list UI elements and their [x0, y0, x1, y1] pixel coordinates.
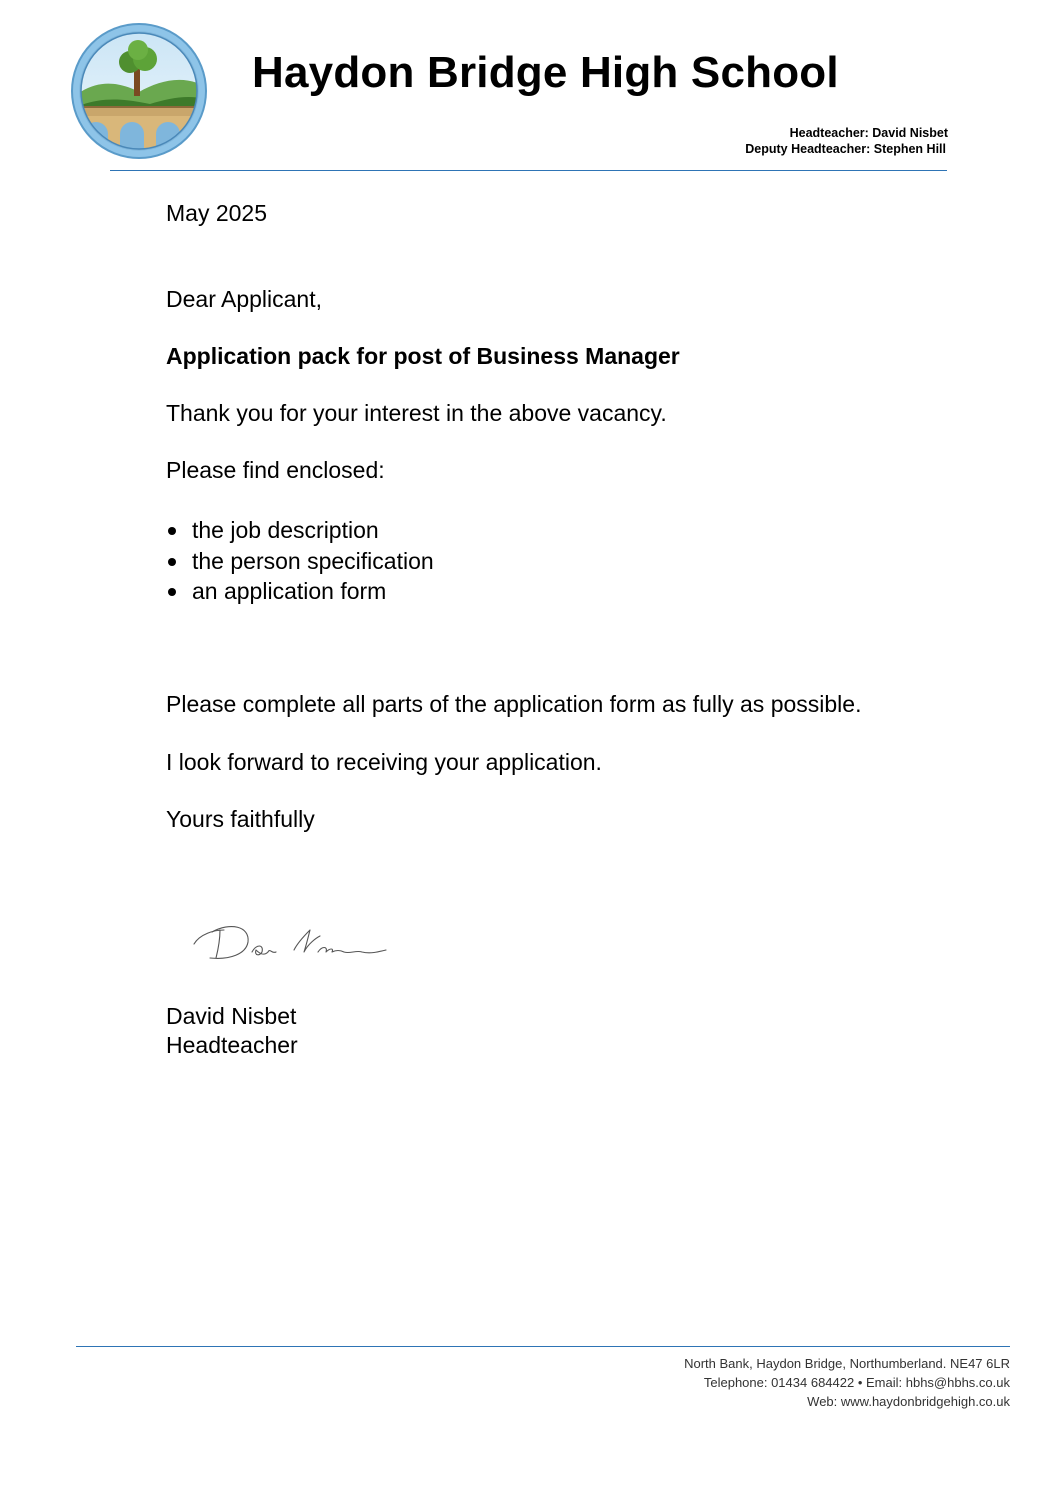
paragraph-enclosed: Please find enclosed: — [166, 457, 385, 483]
letter-subject: Application pack for post of Business Manager — [166, 343, 680, 369]
bullet-icon — [168, 588, 176, 596]
list-item — [166, 576, 434, 607]
closing: Yours faithfully — [166, 806, 315, 832]
footer-web: Web: www.haydonbridgehigh.co.uk — [807, 1394, 1010, 1409]
footer-address: North Bank, Haydon Bridge, Northumberland. NE47 6LR — [684, 1356, 1010, 1371]
salutation: Dear Applicant, — [166, 286, 322, 312]
footer-contact: Telephone: 01434 684422 • Email: hbhs@hbhs.co.uk — [703, 1375, 1010, 1390]
enclosure-label: the job description — [192, 517, 379, 543]
deputy-headteacher-line: Deputy Headteacher: Stephen Hill — [745, 142, 946, 156]
headteacher-line: Headteacher: David Nisbet — [789, 126, 948, 140]
list-item — [166, 515, 434, 546]
signatory-name: David Nisbet — [166, 1003, 297, 1029]
paragraph-thanks: Thank you for your interest in the above vacancy. — [166, 400, 667, 426]
school-name: Haydon Bridge High School — [252, 48, 839, 97]
header-divider — [110, 170, 947, 171]
enclosures-list — [166, 515, 434, 607]
school-logo-icon — [70, 22, 208, 160]
enclosure-label: an application form — [192, 578, 387, 604]
paragraph-complete: Please complete all parts of the application form as fully as possible. — [166, 691, 862, 717]
bullet-icon — [168, 527, 176, 535]
enclosure-label: the person specification — [192, 547, 434, 574]
bullet-icon — [168, 558, 176, 566]
list-item — [166, 546, 434, 577]
signatory-title: Headteacher — [166, 1032, 298, 1058]
paragraph-forward: I look forward to receiving your application. — [166, 749, 602, 775]
letter-date: May 2025 — [166, 200, 268, 226]
signature-icon — [190, 912, 390, 972]
footer-divider — [76, 1346, 1010, 1347]
